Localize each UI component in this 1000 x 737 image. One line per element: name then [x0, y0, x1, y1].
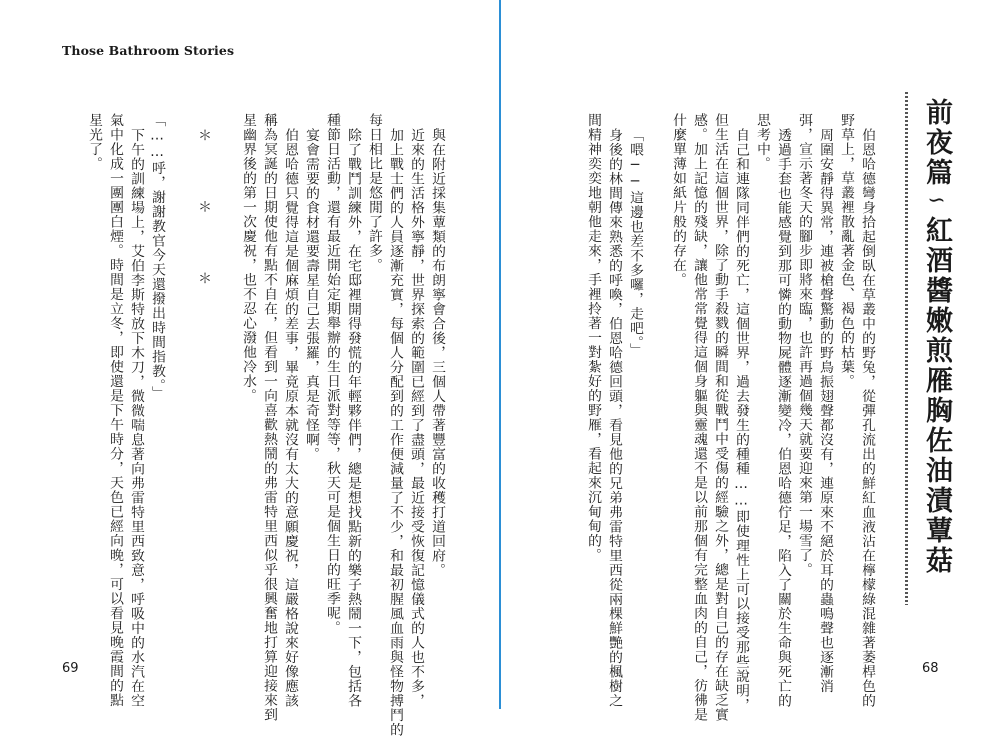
text-column: 星幽界後的第一次慶祝，也不忍心潑他冷水。 [240, 113, 256, 403]
text-column: 每日相比是悠閒了許多。 [366, 113, 382, 273]
text-column: 伯恩哈德彎身拾起倒臥在草叢中的野兔，從彈孔流出的鮮紅血液沾在檸檬綠混雜著萎桿色的 [859, 128, 875, 708]
text-column: 近來的生活格外寧靜，世界探索的範圍已經到了盡頭，最近接受恢復記憶儀式的人也不多， [408, 128, 424, 708]
title-rule [905, 92, 908, 605]
text-column: 感。加上記憶的殘缺，讓他常常覺得這個身軀與靈魂還不是以前那個有完整血肉的自己，彷彿是 [691, 113, 707, 722]
text-column: 與在附近採集蕈類的布朗寧會合後，三個人帶著豐富的收穫打道回府。 [429, 128, 445, 578]
title-separator-icon: ∽ [924, 188, 949, 216]
text-column: 伯恩哈德只覺得這是個麻煩的差事，畢竟原本就沒有太大的意願慶祝，這嚴格說來好像應該 [282, 128, 298, 708]
page-number: 69 [62, 661, 79, 676]
page-gutter-divider [499, 0, 501, 709]
text-column: 「……呼，謝謝教官今天還撥出時間指教。」 [149, 113, 165, 401]
chapter-title [919, 98, 953, 576]
section-break: ＊ ＊ ＊ [195, 128, 211, 295]
text-column: 間精神奕奕地朝他走來，手裡拎著一對紮好的野雁，看起來沉甸甸的。 [585, 113, 601, 563]
right-page [502, 0, 1000, 722]
text-column: 加上戰士們的人員逐漸充實，每個人分配到的工作便減量了不少，和最初腥風血雨與怪物搏鬥的 [387, 128, 403, 737]
text-column: 種節日活動，還有最近開始定期舉辦的生日派對等等，秋天可是個生日的旺季呢。 [324, 113, 340, 635]
text-column: 透過手套也能感覺到那可憐的動物屍體逐漸變冷，伯恩哈德佇足，陷入了關於生命與死亡的 [775, 128, 791, 708]
text-column: 稱為冥誕的日期使他有點不自在，但看到一向喜歡熱鬧的弗雷特里西似乎很興奮地打算迎接來到 [261, 113, 277, 722]
text-column: 除了戰鬥訓練外，在宅邸裡開得發慌的年輕夥伴們，總是想找點新的樂子熱鬧一下，包括各 [345, 128, 361, 708]
chapter-subtitle: 紅酒醬嫩煎雁胸佐油漬蕈菇 [921, 216, 952, 576]
text-column: 周圍安靜得異常，連被槍聲驚動的野鳥振翅聲都沒有，連原來不絕於耳的蟲鳴聲也逐漸消 [817, 128, 833, 694]
text-column: 什麼單薄如紙片般的存在。 [670, 113, 686, 287]
text-column: 野草上，草叢裡散亂著金色、褐色的枯葉。 [838, 113, 854, 389]
running-head: Those Bathroom Stories [62, 43, 235, 58]
text-column: 弭，宣示著冬天的腳步即將來臨，也許再過個幾天就要迎來第一場雪了。 [796, 113, 812, 577]
text-column: 宴會需要的食材還要壽星自己去張羅，真是奇怪啊。 [303, 128, 319, 462]
page-number: 68 [922, 661, 939, 676]
chapter-title-main: 前夜篇 [921, 98, 952, 188]
text-column: 下午的訓練場上，艾伯李斯特放下木刀，微微喘息著向弗雷特里西致意，呼吸中的水汽在空 [128, 128, 144, 708]
text-column: 氣中化成一團團白煙。時間是立冬，即使還是下午時分，天色已經向晚，可以看見晚霞間的點 [107, 113, 123, 708]
text-column: 但生活在這個世界，除了動手殺戮的瞬間和從戰鬥中受傷的經驗之外，總是對自己的存在缺乏實 [712, 113, 728, 722]
text-column: 思考中。 [754, 113, 770, 171]
text-column: 身後的林間傳來熟悉的呼喚，伯恩哈德回頭，看見他的兄弟弗雷特里西從兩棵鮮艷的楓樹之 [606, 128, 622, 708]
text-column: 「喂──這邊也差不多囉，走吧。」 [627, 128, 643, 358]
text-column: 自己和連隊同伴們的死亡，這個世界，過去發生的種種……即使理性上可以接受那些說明， [733, 128, 749, 713]
text-column: 星光了。 [86, 113, 102, 171]
